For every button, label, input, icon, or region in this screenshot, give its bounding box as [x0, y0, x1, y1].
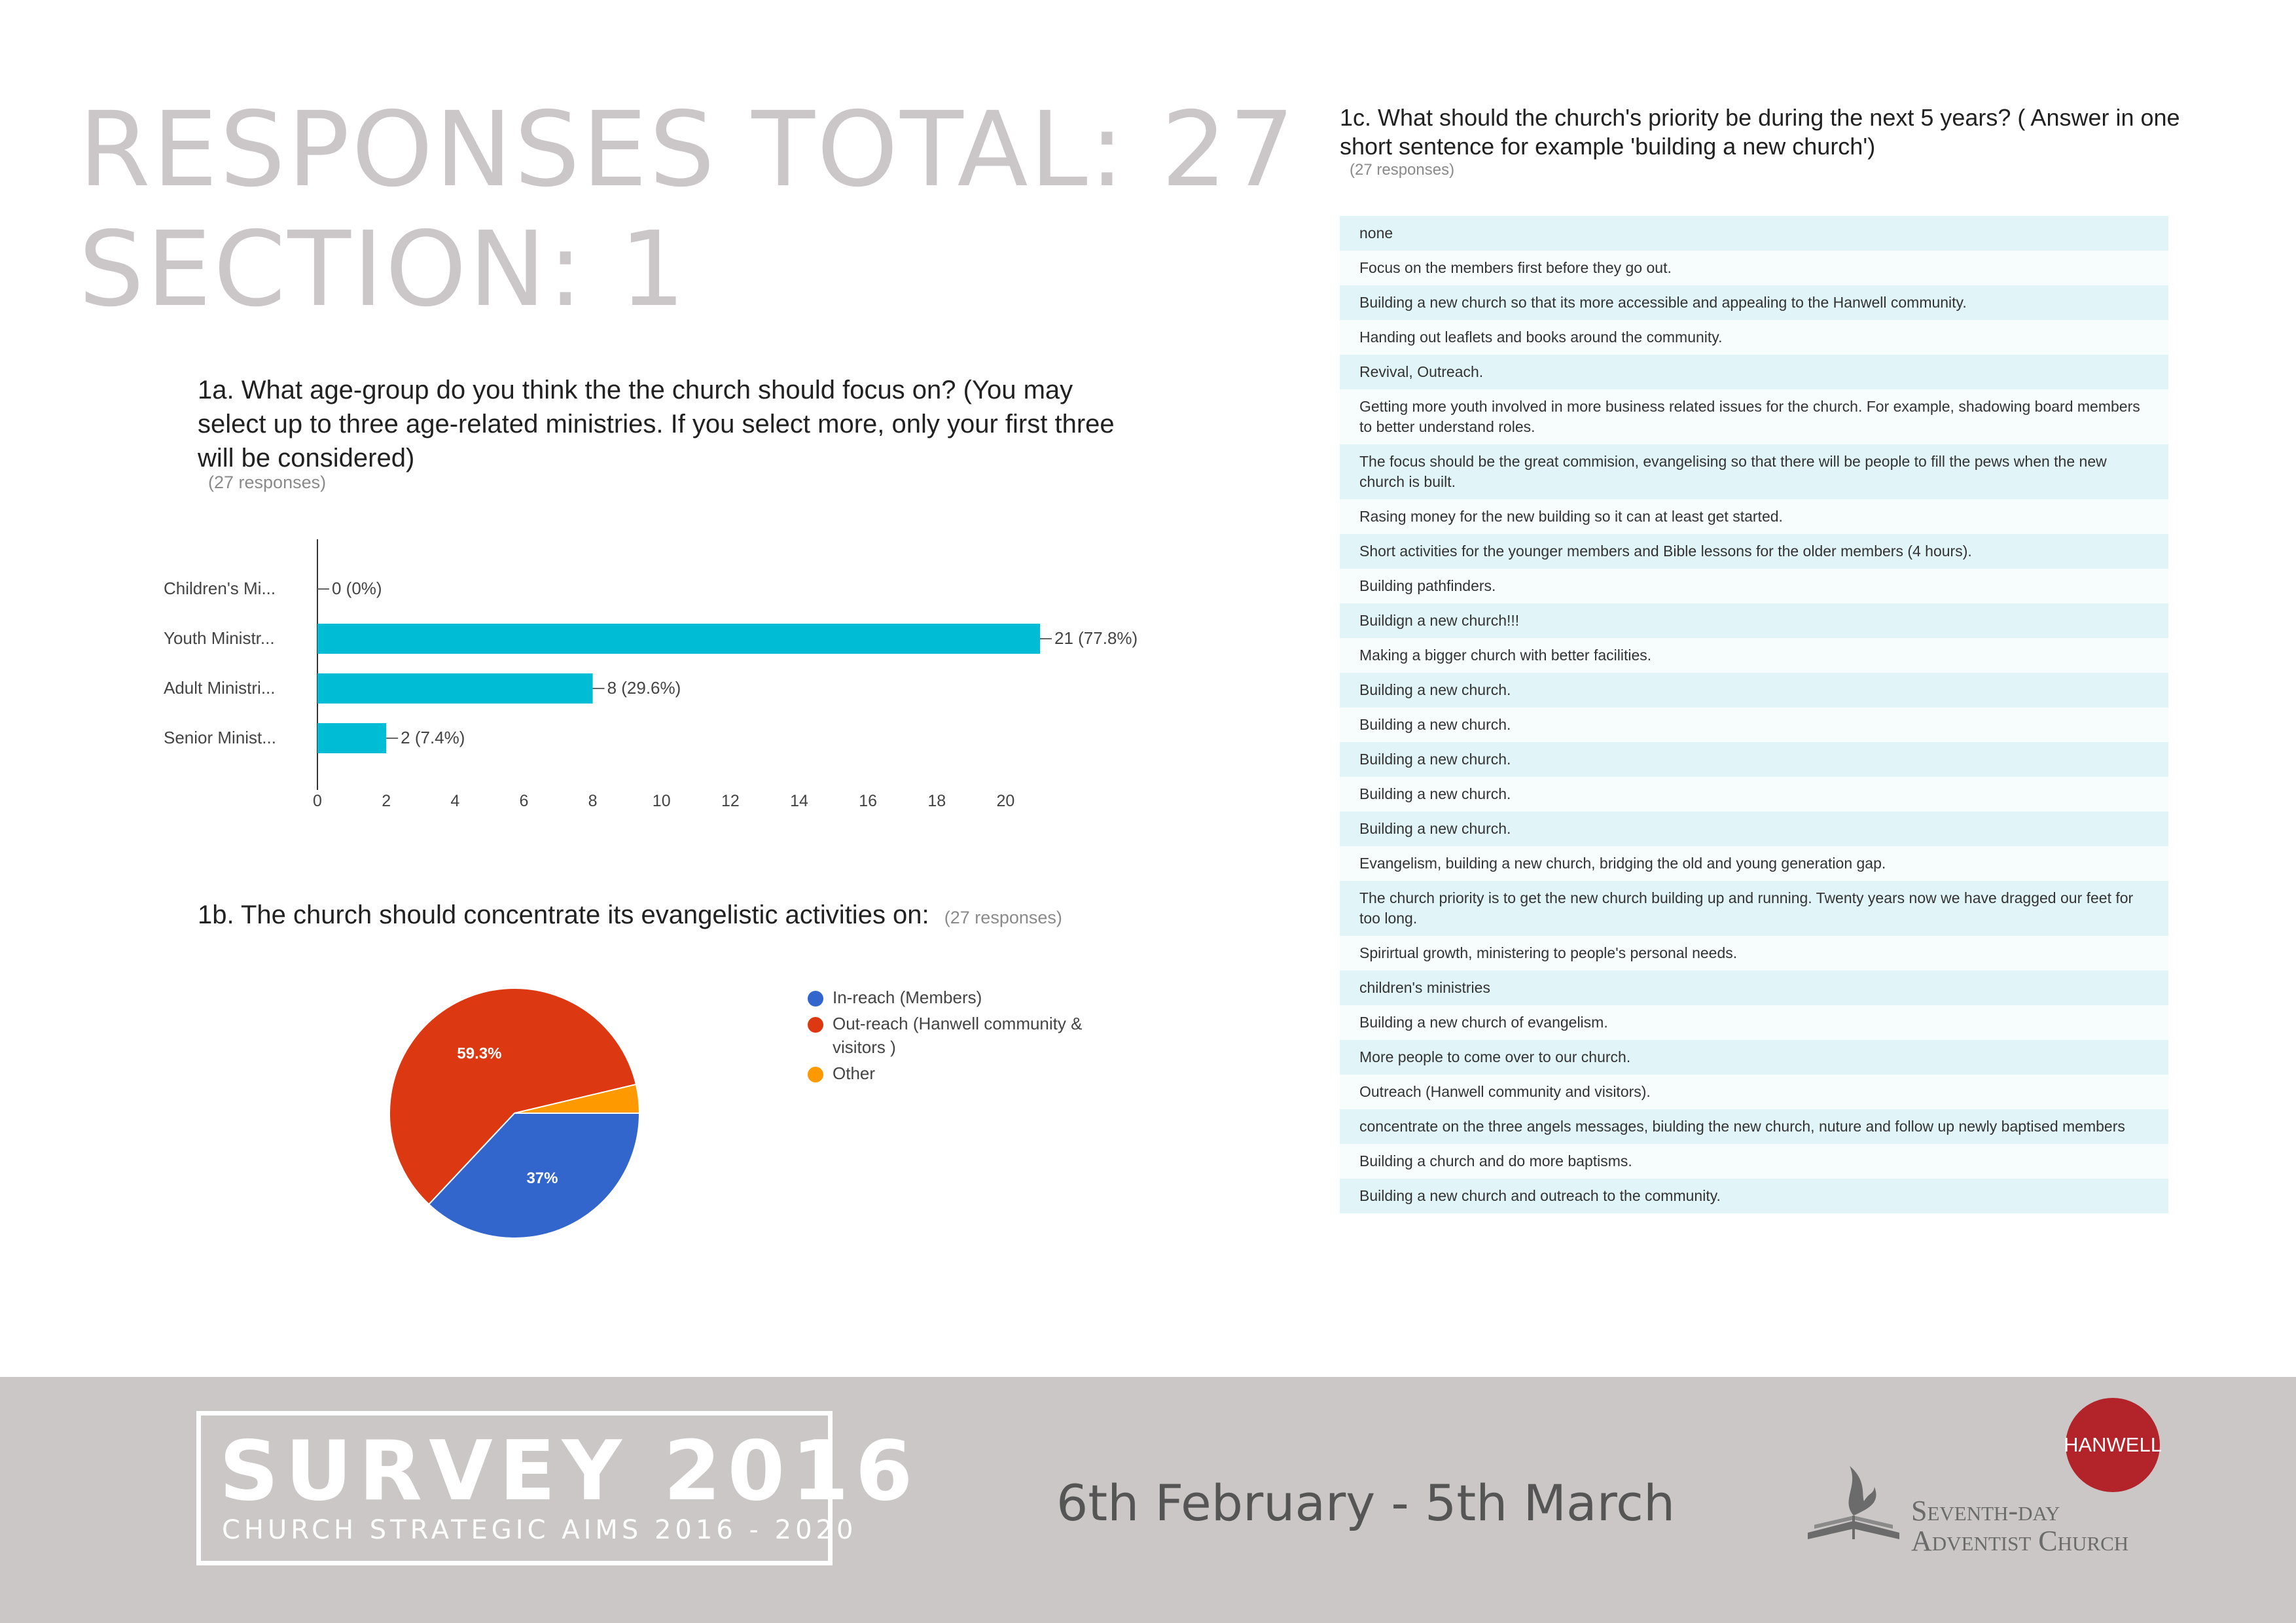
response-text: Focus on the members first before they go out. [1359, 259, 1672, 276]
response-row [1340, 534, 2168, 569]
survey-logo-box [196, 1411, 920, 1565]
survey-subtitle: CHURCH STRATEGIC AIMS 2016 - 2020 [222, 1515, 857, 1545]
response-text: Building a new church. [1359, 681, 1511, 698]
bar-value-label: 21 (77.8%) [1054, 628, 1138, 648]
x-tick-label: 16 [859, 792, 878, 810]
pie-slice-label: 59.3% [457, 1044, 502, 1063]
response-row [1340, 846, 2168, 881]
response-row [1340, 971, 2168, 1005]
response-row [1340, 569, 2168, 603]
response-row [1340, 389, 2168, 444]
q1a-response-count: (27 responses) [208, 473, 327, 492]
response-row [1340, 1075, 2168, 1109]
response-text: Making a bigger church with better facilities. [1359, 647, 1652, 664]
response-text: Building a new church. [1359, 820, 1511, 837]
legend-label: Other [833, 1063, 876, 1083]
response-row [1340, 707, 2168, 742]
x-tick-label: 18 [927, 792, 946, 810]
sda-wordmark [1911, 1496, 2128, 1556]
bar-value-label: 8 (29.6%) [607, 678, 681, 698]
bar-category-label: Youth Ministr... [164, 628, 275, 648]
response-row [1340, 251, 2168, 285]
response-text: Short activities for the younger members and Bible lessons for the older members (4 hours). [1359, 543, 1972, 560]
survey-dates: 6th February - 5th March [1056, 1474, 1676, 1532]
hanwell-badge-text: HANWELL [2064, 1433, 2162, 1456]
response-row [1340, 603, 2168, 638]
response-text: Building a new church. [1359, 785, 1511, 802]
response-row [1340, 1005, 2168, 1040]
x-tick-label: 4 [450, 792, 460, 810]
response-row [1340, 285, 2168, 320]
response-text: children's ministries [1359, 979, 1490, 996]
survey-title: SURVEY 2016 [219, 1423, 920, 1519]
bar-value-label: 2 (7.4%) [401, 728, 465, 747]
q1b-question: 1b. The church should concentrate its evangelistic activities on: [198, 901, 929, 929]
bar-category-label: Adult Ministri... [164, 678, 276, 698]
legend-swatch [808, 991, 823, 1007]
q1b-pie-chart [380, 982, 641, 1243]
q1a-question: 1a. What age-group do you think the the church should focus on? (You may select up to three age-related ministries. If you select more, only your first three will be considered) [198, 376, 1115, 473]
response-row [1340, 936, 2168, 971]
response-text: Building a church and do more baptisms. [1359, 1152, 1632, 1169]
bar-value-label: 0 (0%) [332, 579, 382, 598]
response-row [1340, 355, 2168, 389]
response-row [1340, 320, 2168, 355]
bar-category-label: Senior Minist... [164, 728, 276, 747]
legend-label: Out-reach (Hanwell community & visitors ) [833, 1014, 1083, 1057]
response-text: Rasing money for the new building so it can at least get started. [1359, 508, 1783, 525]
pie-slice-label: 37% [526, 1169, 558, 1188]
legend-swatch [808, 1017, 823, 1033]
q1c-title [1340, 103, 2191, 161]
response-row [1340, 1109, 2168, 1144]
x-tick-label: 6 [519, 792, 529, 810]
sda-line-2: Adventist Church [1911, 1525, 2129, 1557]
sda-line-1: Seventh-day [1911, 1495, 2060, 1527]
q1c-response-count: (27 responses) [1350, 161, 1455, 179]
response-text: Building a new church. [1359, 751, 1511, 768]
q1b-title [198, 898, 1062, 935]
bar-mark [317, 723, 386, 753]
response-text: More people to come over to our church. [1359, 1048, 1631, 1065]
bar-chart-canvas [0, 0, 1178, 851]
response-row [1340, 1040, 2168, 1075]
response-row [1340, 444, 2168, 499]
response-text: concentrate on the three angels messages, biulding the new church, nuture and follow up newly baptised members [1359, 1118, 2125, 1135]
response-text: none [1359, 224, 1393, 241]
x-tick-label: 8 [588, 792, 598, 810]
response-text: The focus should be the great commision, evangelising so that there will be people to fill the pews when the new church is built. [1359, 453, 2107, 490]
x-tick-label: 0 [313, 792, 322, 810]
response-text: Getting more youth involved in more business related issues for the church. For example, shadowing board members to better understand roles. [1359, 398, 2140, 435]
response-row [1340, 1144, 2168, 1179]
response-text: Building a new church and outreach to the community. [1359, 1187, 1721, 1204]
response-text: Buildign a new church!!! [1359, 612, 1520, 629]
legend-swatch [808, 1067, 823, 1082]
sda-flame-bible-icon [1801, 1461, 1906, 1552]
response-text: Evangelism, building a new church, bridging the old and young generation gap. [1359, 855, 1886, 872]
bar-category-label: Children's Mi... [164, 579, 276, 598]
response-row [1340, 1179, 2168, 1213]
legend-label: In-reach (Members) [833, 988, 982, 1007]
bar-mark [317, 673, 593, 704]
responses-total-heading: RESPONSES TOTAL: 27 [79, 90, 1297, 210]
x-tick-label: 14 [790, 792, 808, 810]
response-text: Revival, Outreach. [1359, 363, 1484, 380]
q1c-response-table [1340, 216, 2168, 1213]
response-row [1340, 881, 2168, 936]
response-text: Building a new church so that its more accessible and appealing to the Hanwell community. [1359, 294, 1967, 311]
response-row [1340, 777, 2168, 812]
response-row [1340, 638, 2168, 673]
x-tick-label: 2 [382, 792, 391, 810]
response-text: Building a new church. [1359, 716, 1511, 733]
response-text: Building a new church of evangelism. [1359, 1014, 1608, 1031]
response-text: The church priority is to get the new church building up and running. Twenty years now we have dragged our feet for too long. [1359, 889, 2134, 927]
x-tick-label: 12 [721, 792, 740, 810]
response-row [1340, 673, 2168, 707]
bar-mark [317, 624, 1040, 654]
q1c-question: 1c. What should the church's priority be during the next 5 years? ( Answer in one short sentence for example 'building a new church') [1340, 104, 2180, 160]
hanwell-badge [2066, 1398, 2160, 1492]
response-row [1340, 812, 2168, 846]
response-text: Outreach (Hanwell community and visitors). [1359, 1083, 1651, 1100]
q1b-response-count: (27 responses) [944, 908, 1062, 927]
x-tick-label: 20 [996, 792, 1015, 810]
response-text: Handing out leaflets and books around the community. [1359, 329, 1723, 346]
response-row [1340, 499, 2168, 534]
x-tick-label: 10 [652, 792, 671, 810]
response-text: Spirirtual growth, ministering to people's personal needs. [1359, 944, 1738, 961]
response-text: Building pathfinders. [1359, 577, 1496, 594]
response-row [1340, 742, 2168, 777]
section-heading: SECTION: 1 [79, 209, 688, 330]
response-row [1340, 216, 2168, 251]
